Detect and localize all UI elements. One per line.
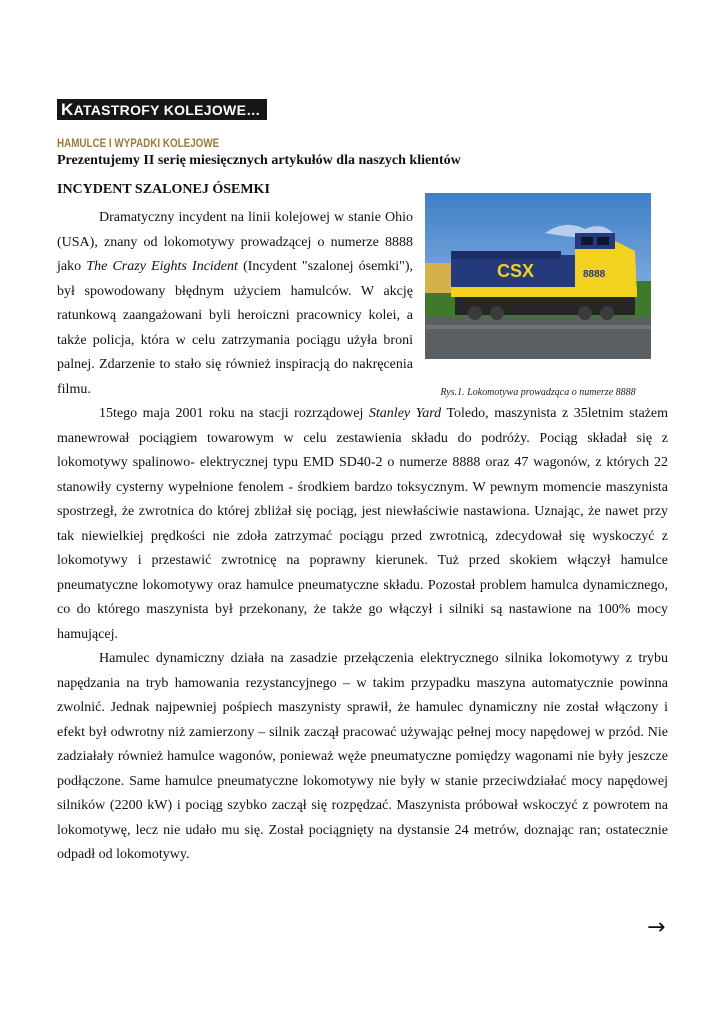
article-paragraph-3: Hamulec dynamiczny działa na zasadzie przełączenia elektrycznego silnika lokomotywy z trybu napędzania na tryb hamowania rezystancyjnego – w takim przypadku maszyna automatycznie powinna zwolnić. Jednak najpewniej pośpiech maszynisty sprawił, że hamulec dynamiczny nie został włączony i efekt był odwrotny niż zamierzony – silnik zaczął pracować używając pełnej mocy napędowej w przód. Nie zadziałały również hamulce wagonów, ponieważ węże pneumatyczne pomiędzy wagonami nie były jeszcze podłączone. Same hamulce pneumatyczne lokomotywy nie były w stanie przeciwdziałać mocy napędowej silników (2200 kW) i pociąg szybko zaczął się rozpędzać. Maszynista próbował wskoczyć z powrotem na lokomotywę, lecz nie udało mu się. Został pociągnięty na dystansie 24 metrów, doznając ran; ostatecznie odpadł od lokomotywy. xyxy=(57,651,668,862)
wheel xyxy=(468,306,482,320)
p1-text-end: (Incydent "szalonej ósemki"), był spowodowany błędnym użyciem hamulców. W akcję ratunkową zaangażowani byli heroiczni pracownicy kolei, a także policja, która w celu zatrzymania pociągu użyła broni palnej. Zdarzenie to stało się również inspiracją do nakręcenia filmu. xyxy=(57,259,413,397)
article-paragraph-1 xyxy=(57,206,413,402)
p2-place: Stanley Yard xyxy=(368,406,442,421)
wheel-3 xyxy=(578,306,592,320)
locomotive-illustration xyxy=(425,193,651,359)
p2-text-end: Toledo, maszynista z 35letnim stażem manewrował pociągiem towarowym w celu zestawienia składu do podróży. Pociąg składał się z lokomotywy spalinowo- elektrycznej typu EMD SD40-2 o numerze 8888 oraz 47 wagonów, z których 22 stanowiły cysterny wypełnione fenolem - środkiem bardzo toksycznym. W pewnym momencie maszynista spostrzegł, że zwrotnica do której zbliżał się pociąg, jest niewłaściwie nastawiona. Uznając, że nawet przy tak niewielkiej prędkości nie zdoła zatrzymać pociągu przed zwrotnicą, zdecydował się wyskoczyć z lokomotywy i przestawić zwrotnicę na poprawny kierunek. Tuż przed skokiem włączył hamulce pneumatyczne lokomotywy oraz hamulce pneumatyczne składu. Pozostał problem hamulca dynamicznego, co do którego maszynista był przekonany, że także go włączył i silniki są nastawione na 100% mocy hamującej. xyxy=(57,406,668,642)
banner-initial: K xyxy=(61,100,74,119)
wheel-2 xyxy=(490,306,504,320)
p1-text-start: Dramatyczny incydent na linii kolejowej w stanie Ohio (USA), znany od lokomotywy prowadzącej o numerze 8888 jako xyxy=(57,210,413,274)
locomotive-photo xyxy=(425,193,651,359)
cab-window-2 xyxy=(597,237,609,245)
freight-car xyxy=(425,263,455,293)
p1-title: The Crazy Eights Incident xyxy=(86,259,238,274)
wheel-4 xyxy=(600,306,614,320)
article-body xyxy=(57,402,668,868)
loco-stripe xyxy=(451,287,637,297)
next-page-arrow-icon[interactable]: → xyxy=(647,915,666,940)
intro-line: Prezentujemy II serię miesięcznych artykułów dla naszych klientów xyxy=(57,153,461,168)
p2-text-start: 15tego maja 2001 roku na stacji rozrządowej xyxy=(99,406,369,421)
cab-window xyxy=(581,237,593,245)
loco-number: 8888 xyxy=(583,269,606,280)
figure-caption: Rys.1. Lokomotywa prowadząca o numerze 8888 xyxy=(440,387,636,398)
section-subtitle: HAMULCE I WYPADKI KOLEJOWE xyxy=(57,136,220,150)
article-heading: INCYDENT SZALONEJ ÓSEMKI xyxy=(57,182,270,197)
article-paragraph-2 xyxy=(57,402,668,647)
loco-roof xyxy=(451,251,561,259)
loco-logo: CSX xyxy=(497,261,535,281)
ground xyxy=(425,317,651,359)
section-banner xyxy=(57,99,267,120)
banner-title: ATASTROFY KOLEJOWE… xyxy=(73,102,261,118)
rail xyxy=(425,325,651,329)
